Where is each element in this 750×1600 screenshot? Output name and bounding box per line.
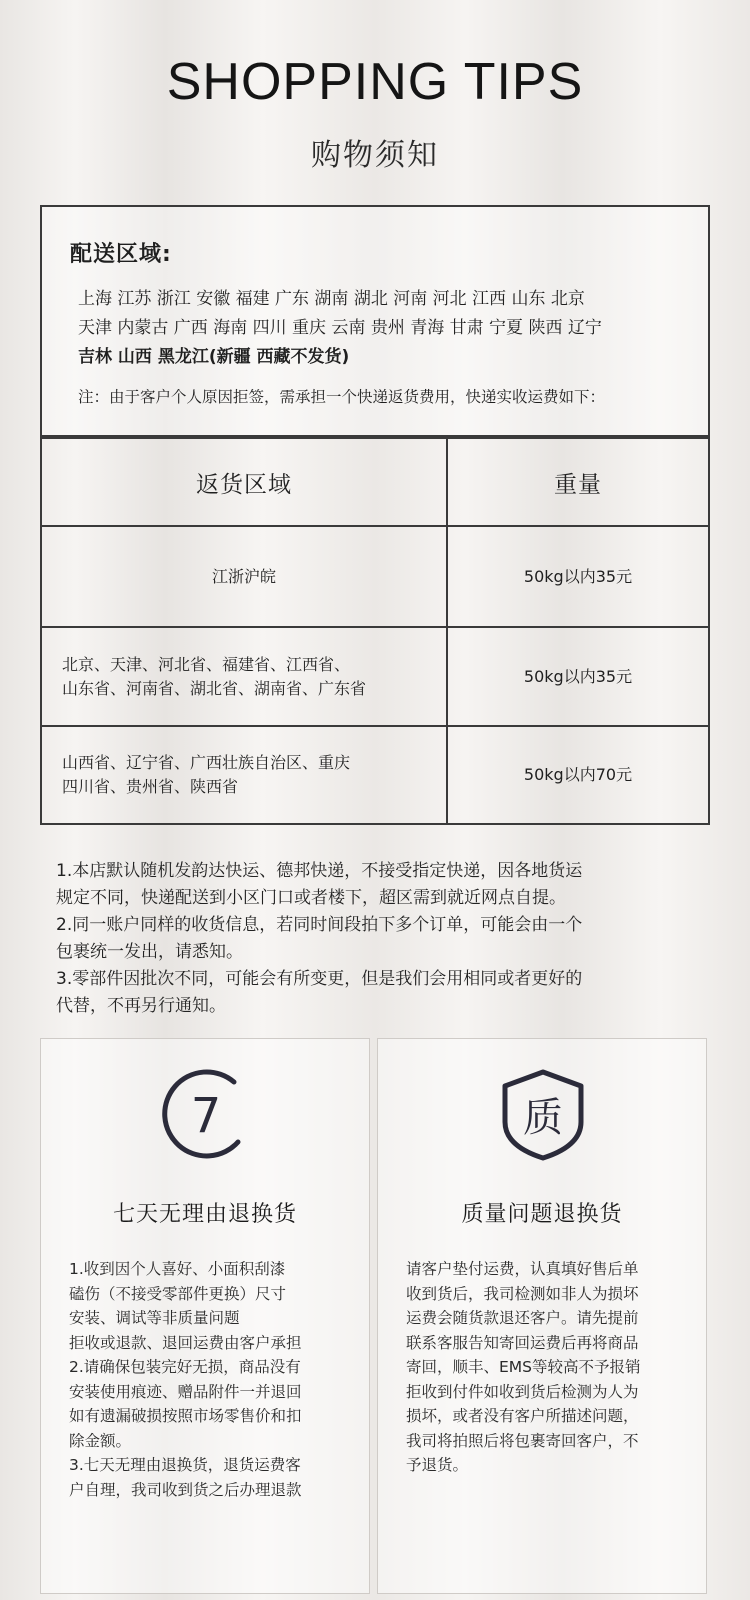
- card-line: 运费会随货款退还客户。请先提前: [406, 1309, 639, 1327]
- region-text: 山西省、辽宁省、广西壮族自治区、重庆: [62, 753, 351, 772]
- card-line: 户自理，我司收到货之后办理退款: [69, 1480, 302, 1499]
- card-line: 拒收到付件如收到货后检测为人为: [406, 1382, 639, 1401]
- card-line: 安装、调试等非质量问题: [69, 1309, 240, 1327]
- seven-day-return-card: [40, 1038, 370, 1594]
- table-cell-weight: 50kg以内70元: [523, 765, 633, 784]
- card-line: 2.请确保包装完好无损，商品没有: [69, 1358, 301, 1376]
- table-header-weight: 重量: [554, 471, 602, 498]
- table-cell-weight: 50kg以内35元: [523, 666, 633, 686]
- card-line: 收到货后，我司检测如非人为损坏: [406, 1284, 639, 1303]
- card-line: 1.收到因个人喜好、小面积刮漆: [69, 1260, 286, 1278]
- note-line: 包裹统一发出，请悉知。: [56, 942, 243, 962]
- table-cell-region: [42, 727, 448, 823]
- card-line: 如有遗漏破损按照市场零售价和扣: [69, 1407, 302, 1425]
- shipping-area-heading: 配送区域:: [70, 242, 172, 267]
- note-line: 规定不同，快递配送到小区门口或者楼下，超区需到就近网点自提。: [56, 888, 566, 908]
- table-cell-region: [42, 628, 448, 725]
- table-row: [42, 725, 708, 823]
- card-line: 联系客服告知寄回运费后再将商品: [406, 1333, 639, 1352]
- shipping-area-line: 天津 内蒙古 广西 海南 四川 重庆 云南 贵州 青海 甘肃 宁夏 陕西 辽宁: [78, 318, 602, 338]
- note-line: 2.同一账户同样的收货信息，若同时间段拍下多个订单，可能会由一个: [56, 915, 583, 935]
- quality-return-card: [377, 1038, 707, 1594]
- shipping-area-list: [78, 285, 688, 372]
- card-line: 3.七天无理由退换货，退货运费客: [69, 1456, 301, 1474]
- card-line: 我司将拍照后将包裹寄回客户，不: [406, 1431, 639, 1450]
- table-cell-weight: 50kg以内35元: [523, 566, 633, 586]
- card-line: 损坏，或者没有客户所描述问题，: [406, 1407, 639, 1425]
- note-line: 1.本店默认随机发韵达快运、德邦快递，不接受指定快递，因各地货运: [56, 861, 583, 881]
- card-line: 安装使用痕迹、赠品附件一并退回: [69, 1382, 302, 1401]
- region-text: 北京、天津、河北省、福建省、江西省、: [62, 654, 351, 674]
- table-cell-region: [42, 527, 448, 626]
- card-line: 拒收或退款、退回运费由客户承担: [69, 1333, 302, 1352]
- card-line: 请客户垫付运费，认真填好售后单: [406, 1260, 639, 1278]
- card-line: 除金额。: [69, 1431, 132, 1450]
- seven-circle-icon: [156, 1064, 256, 1164]
- card-body: [69, 1257, 359, 1502]
- quality-shield-icon: [493, 1064, 593, 1164]
- shipping-area-box: [40, 205, 710, 437]
- svg-text:质: 质: [523, 1095, 563, 1141]
- table-row: [42, 626, 708, 725]
- card-line: 磕伤（不接受零部件更换）尺寸: [69, 1284, 287, 1303]
- page-title-english: SHOPPING TIPS: [166, 53, 584, 111]
- shipping-area-line: 上海 江苏 浙江 安徽 福建 广东 湖南 湖北 河南 河北 江西 山东 北京: [78, 289, 585, 309]
- table-row: [42, 525, 708, 626]
- region-text: 山东省、河南省、湖北省、湖南省、广东省: [62, 678, 367, 698]
- card-title: 七天无理由退换货: [112, 1202, 297, 1227]
- table-header-region: 返货区域: [42, 439, 448, 525]
- note-line: 代替，不再另行通知。: [56, 996, 226, 1016]
- svg-text:7: 7: [190, 1088, 222, 1144]
- shipping-area-line: 吉林 山西 黑龙江(新疆 西藏不发货): [78, 347, 350, 367]
- page-title-chinese: 购物须知: [311, 138, 439, 173]
- card-title: 质量问题退换货: [461, 1202, 623, 1227]
- shopping-notes: [56, 858, 716, 1020]
- card-line: 予退货。: [406, 1456, 469, 1474]
- table-header-row: [42, 437, 708, 525]
- return-fee-note: 注：由于客户个人原因拒签，需承担一个快递返货费用，快递实收运费如下：: [78, 388, 606, 406]
- return-fee-table: [40, 437, 710, 825]
- card-line: 寄回，顺丰、EMS等较高不予报销: [406, 1358, 641, 1376]
- note-line: 3.零部件因批次不同，可能会有所变更，但是我们会用相同或者更好的: [56, 969, 583, 989]
- region-text: 江浙沪皖: [211, 566, 276, 586]
- region-text: 四川省、贵州省、陕西省: [62, 777, 239, 796]
- card-body: [406, 1257, 696, 1478]
